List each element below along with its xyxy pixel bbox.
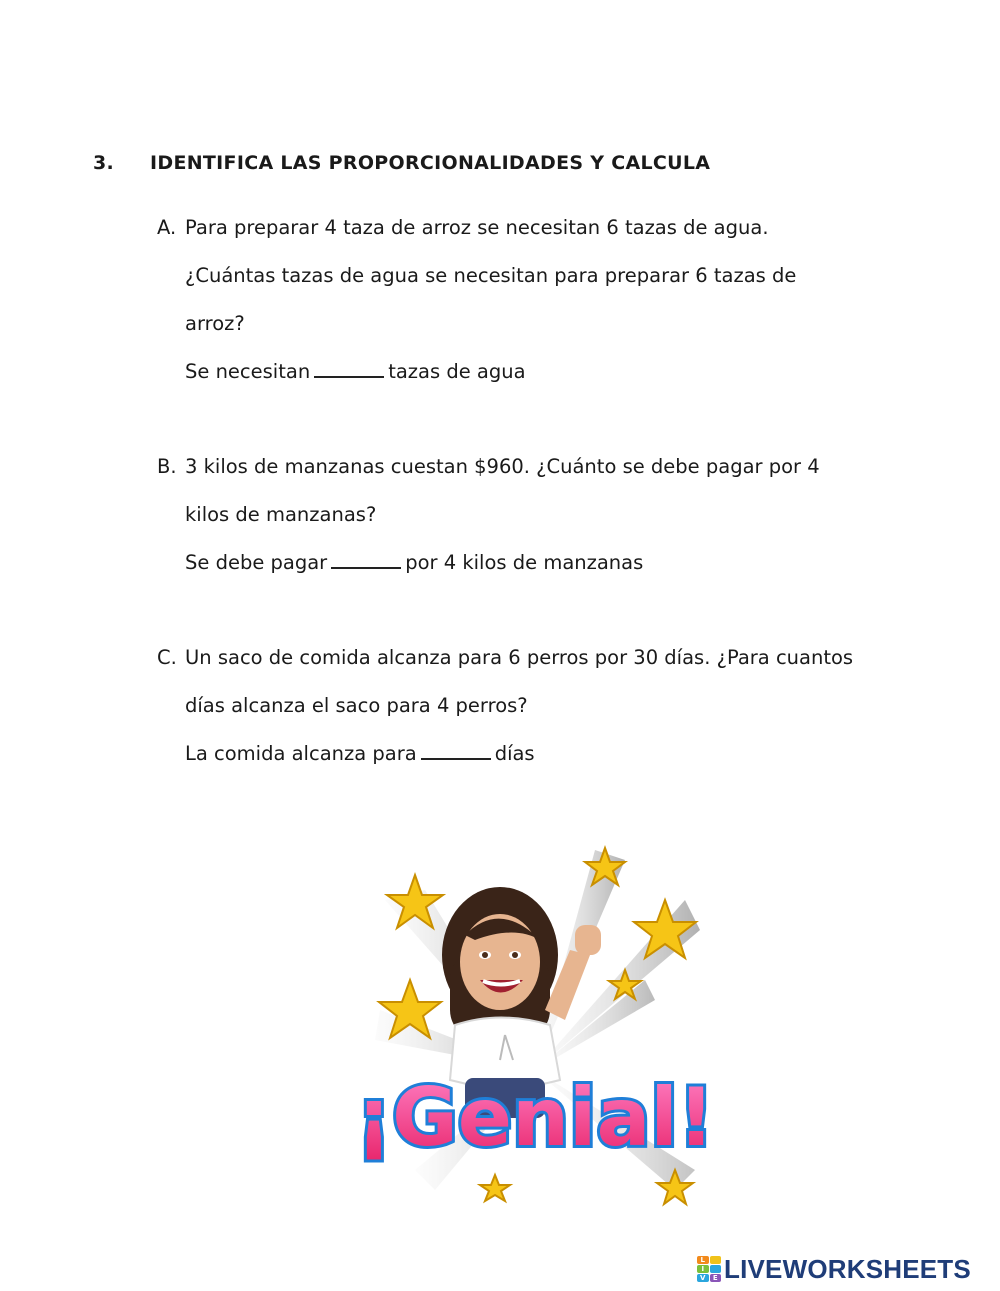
answer-blank-a[interactable] [314,356,384,378]
section-heading [93,152,710,174]
question-line: kilos de manzanas? [185,503,377,526]
liveworksheets-logo[interactable] [697,1254,971,1284]
answer-prefix: Se debe pagar [185,551,328,574]
question-line: Un saco de comida alcanza para 6 perros por 30 días. ¿Para cuantos [185,646,854,669]
sticker-graphic [355,840,715,1210]
answer-blank-c[interactable] [421,738,491,760]
question-b [157,443,917,587]
question-c [157,634,917,778]
question-line: 3 kilos de manzanas cuestan $960. ¿Cuánto se debe pagar por 4 [185,455,820,478]
section-number: 3. [93,152,115,174]
question-a [157,204,917,396]
sticker-text: ¡Genial! [355,1071,715,1164]
answer-prefix: Se necesitan [185,360,311,383]
answer-suffix: días [494,742,535,765]
answer-blank-b[interactable] [331,547,401,569]
answer-prefix: La comida alcanza para [185,742,417,765]
question-letter: A. [157,216,177,239]
star-icon [480,1175,510,1201]
question-line: Para preparar 4 taza de arroz se necesitan 6 tazas de agua. [185,216,769,239]
section-title: IDENTIFICA LAS PROPORCIONALIDADES Y CALCULA [150,152,711,174]
bitmoji-celebration-icon [355,840,715,1210]
logo-text: LIVEWORKSHEETS [724,1253,971,1284]
answer-suffix: por 4 kilos de manzanas [405,551,644,574]
answer-line [185,348,917,396]
answer-suffix: tazas de agua [388,360,526,383]
question-line: días alcanza el saco para 4 perros? [185,694,528,717]
answer-line [185,539,917,587]
question-line: arroz? [185,312,245,335]
liveworksheets-logo-icon: L I V E [697,1256,721,1282]
question-letter: C. [157,646,177,669]
question-line: ¿Cuántas tazas de agua se necesitan para preparar 6 tazas de [185,264,797,287]
question-letter: B. [157,455,177,478]
answer-line [185,730,917,778]
